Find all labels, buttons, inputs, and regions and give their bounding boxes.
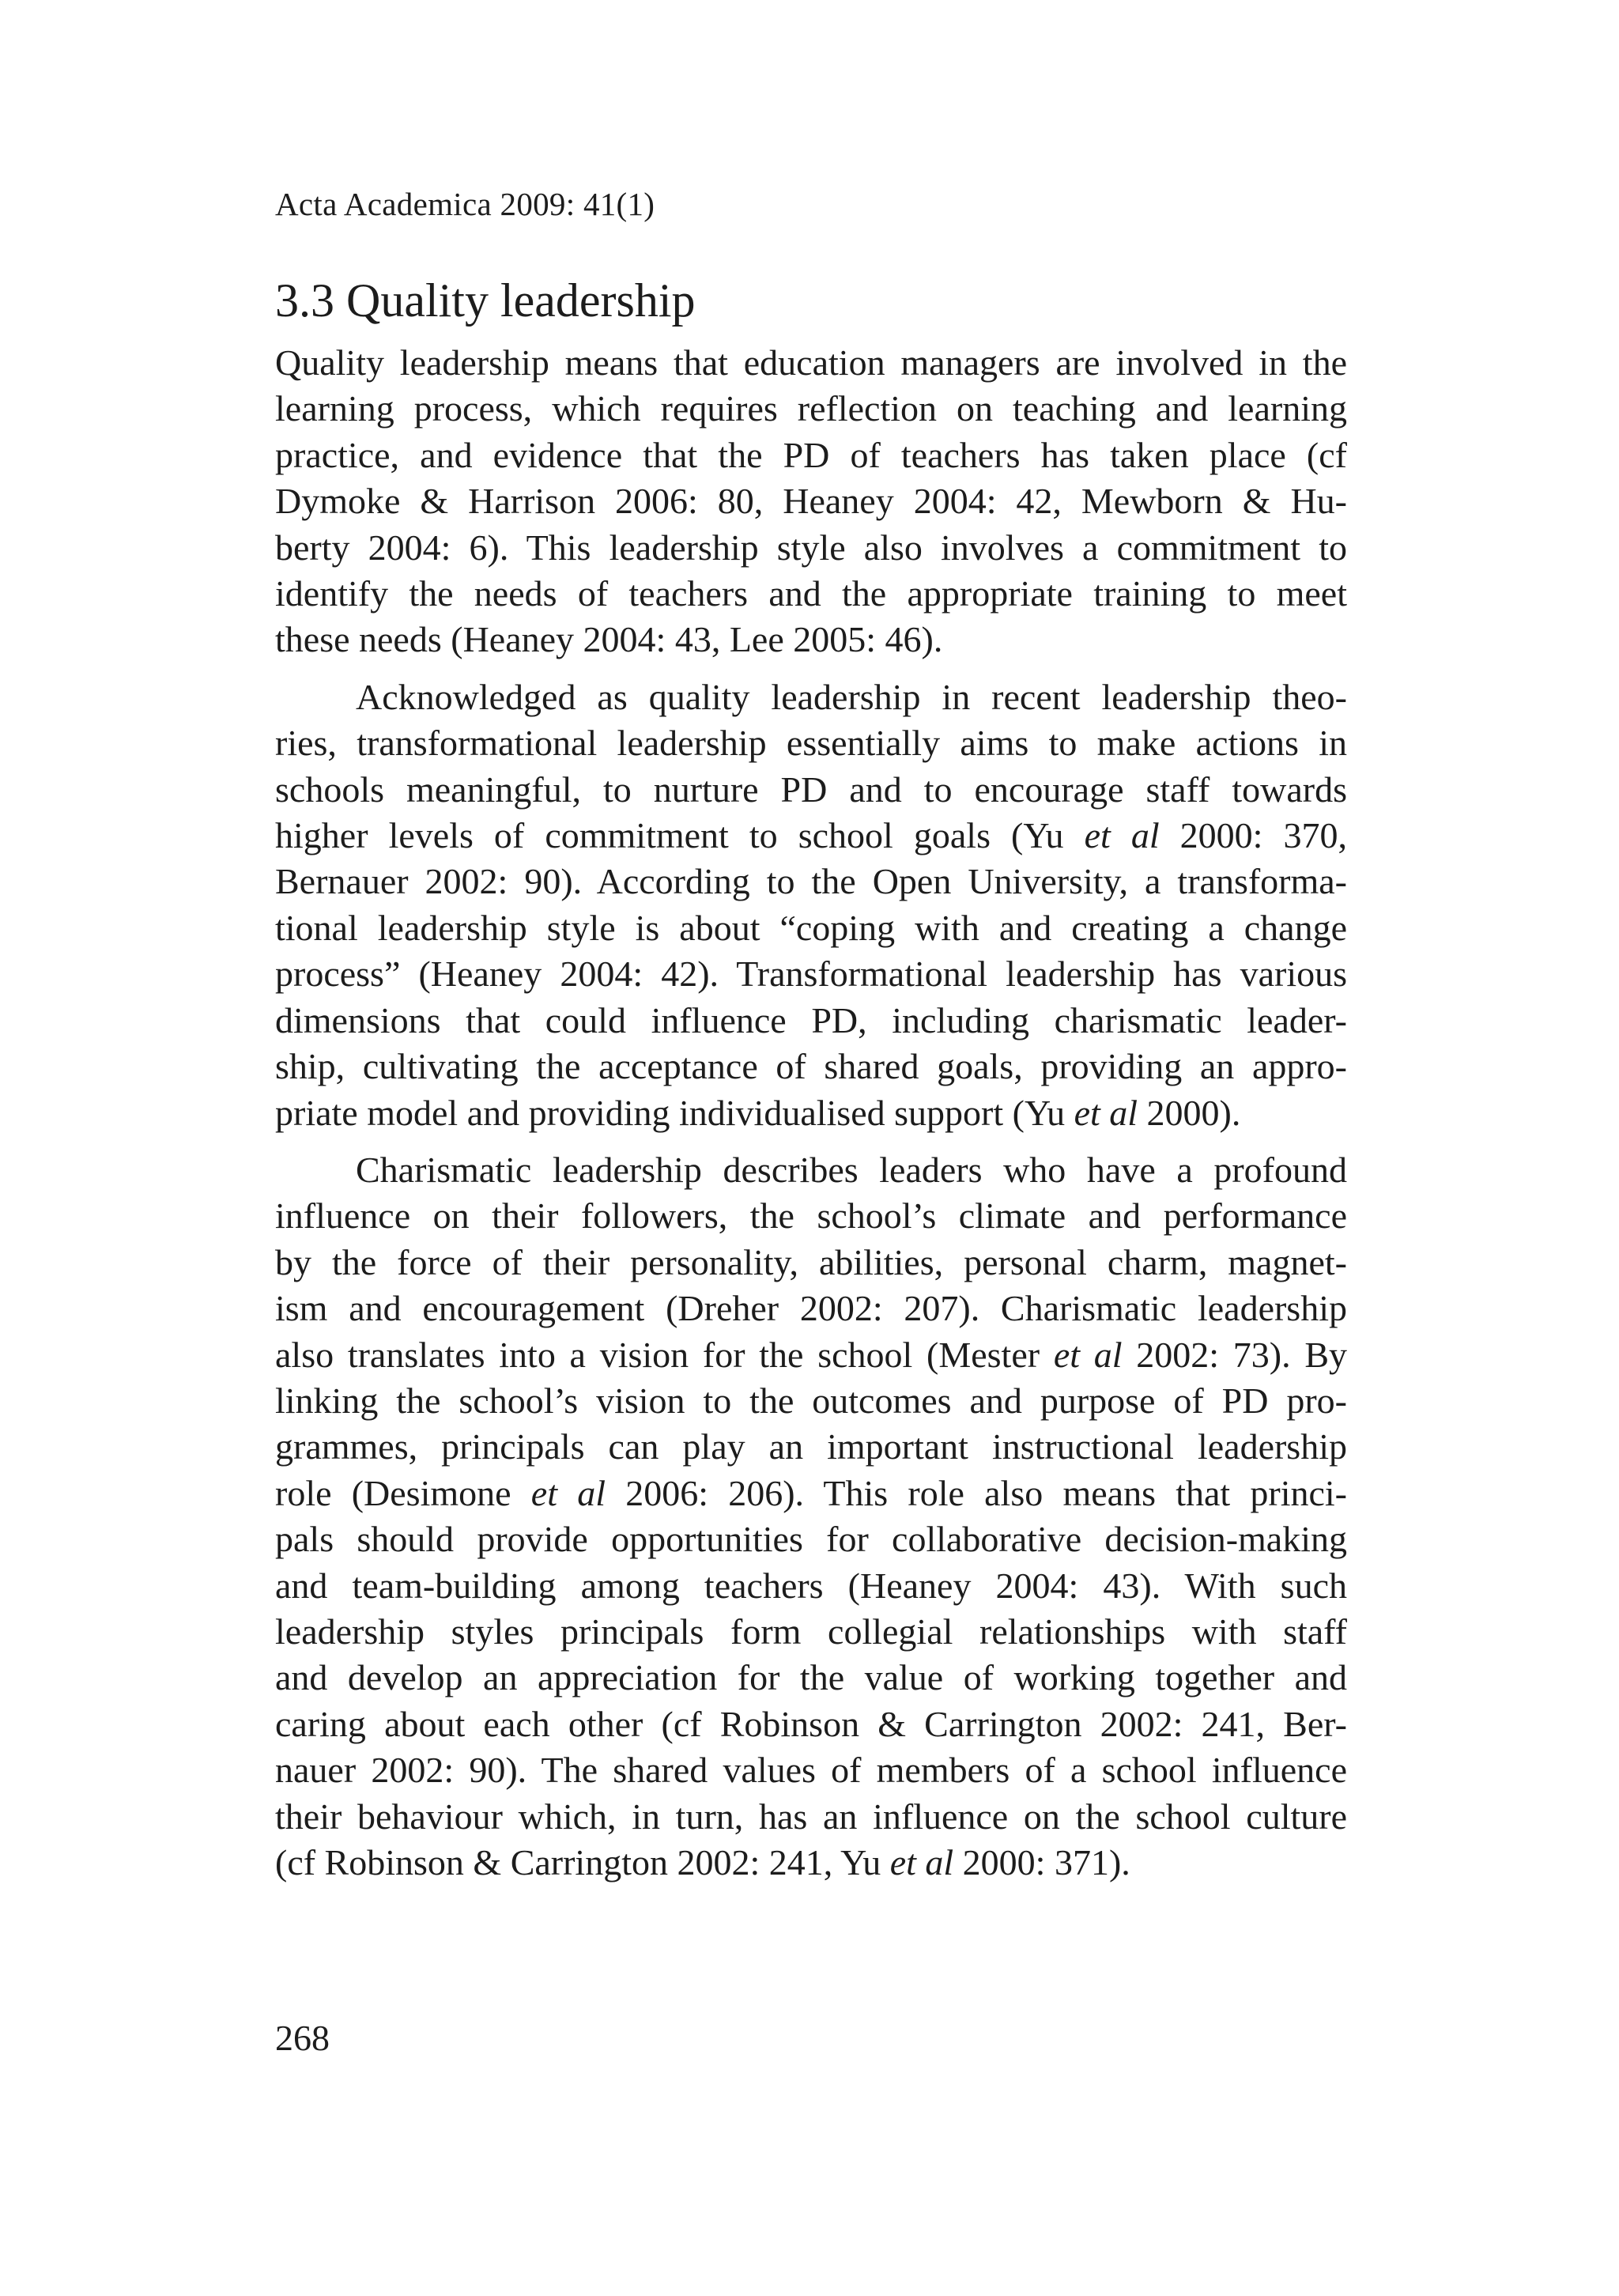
text-line: Quality leadership means that education managers are involved in the	[275, 342, 1347, 383]
text-line: role (Desimone et al 2006: 206). This role also means that princi-	[275, 1472, 1347, 1513]
text-line: process” (Heaney 2004: 42). Transformational leadership has various	[275, 954, 1347, 995]
text-line: ries, transformational leadership essentially aims to make actions in	[275, 723, 1347, 764]
text-line: schools meaningful, to nurture PD and to encourage staff towards	[275, 768, 1347, 810]
text-line: influence on their followers, the school’s climate and performance	[275, 1195, 1347, 1237]
text-line: identify the needs of teachers and the appropriate training to meet	[275, 573, 1347, 614]
text-line: by the force of their personality, abilities, personal charm, magnet-	[275, 1241, 1347, 1282]
et-al-italic: et al	[1074, 1092, 1138, 1133]
text-line: linking the school’s vision to the outcomes and purpose of PD pro-	[275, 1380, 1347, 1421]
text-line: Bernauer 2002: 90). According to the Open University, a transforma-	[275, 861, 1347, 902]
text-line: ism and encouragement (Dreher 2002: 207). Charismatic leadership	[275, 1288, 1347, 1329]
text-line: leadership styles principals form collegial relationships with staff	[275, 1611, 1347, 1652]
et-al-italic: et al	[530, 1472, 606, 1513]
text-line: higher levels of commitment to school goals (Yu et al 2000: 370,	[275, 815, 1348, 856]
text-line: priate model and providing individualised support (Yu et al 2000).	[275, 1092, 1241, 1133]
text-line: ship, cultivating the acceptance of shared goals, providing an appro-	[275, 1046, 1347, 1087]
text-line: berty 2004: 6). This leadership style also involves a commitment to	[275, 527, 1347, 568]
text-line: (cf Robinson & Carrington 2002: 241, Yu et al 2000: 371).	[275, 1842, 1130, 1882]
et-al-italic: et al	[1053, 1334, 1123, 1375]
text-line: nauer 2002: 90). The shared values of members of a school influence	[275, 1750, 1347, 1791]
text-line: pals should provide opportunities for collaborative decision-making	[275, 1519, 1347, 1560]
section-heading: 3.3 Quality leadership	[275, 274, 696, 327]
paragraph-1	[275, 340, 1347, 663]
text-line: dimensions that could influence PD, including charismatic leader-	[275, 999, 1347, 1040]
text-line: tional leadership style is about “coping with and creating a change	[275, 907, 1347, 948]
et-al-italic: et al	[889, 1842, 954, 1882]
text-line: Acknowledged as quality leadership in recent leadership theo-	[356, 676, 1347, 717]
running-header: Acta Academica 2009: 41(1)	[275, 186, 655, 222]
text-line: learning process, which requires reflection on teaching and learning	[275, 388, 1347, 429]
paragraph-3	[275, 1147, 1347, 1886]
text-line: and develop an appreciation for the value of working together and	[275, 1657, 1347, 1698]
body-text	[275, 340, 1347, 1886]
paragraph-2	[275, 674, 1347, 1136]
text-line: Dymoke & Harrison 2006: 80, Heaney 2004: 42, Mewborn & Hu-	[275, 481, 1347, 522]
text-line: practice, and evidence that the PD of teachers has taken place (cf	[275, 434, 1347, 475]
text-line: and team-building among teachers (Heaney 2004: 43). With such	[275, 1565, 1347, 1606]
text-line: caring about each other (cf Robinson & Carrington 2002: 241, Ber-	[275, 1703, 1347, 1744]
text-line: their behaviour which, in turn, has an influence on the school culture	[275, 1796, 1347, 1837]
text-line: these needs (Heaney 2004: 43, Lee 2005: 46).	[275, 619, 943, 660]
text-line: also translates into a vision for the school (Mester et al 2002: 73). By	[275, 1334, 1348, 1375]
text-line: grammes, principals can play an important instructional leadership	[275, 1426, 1347, 1467]
text-line: Charismatic leadership describes leaders who have a profound	[356, 1149, 1347, 1190]
et-al-italic: et al	[1084, 815, 1160, 856]
page-number: 268	[275, 2018, 330, 2058]
